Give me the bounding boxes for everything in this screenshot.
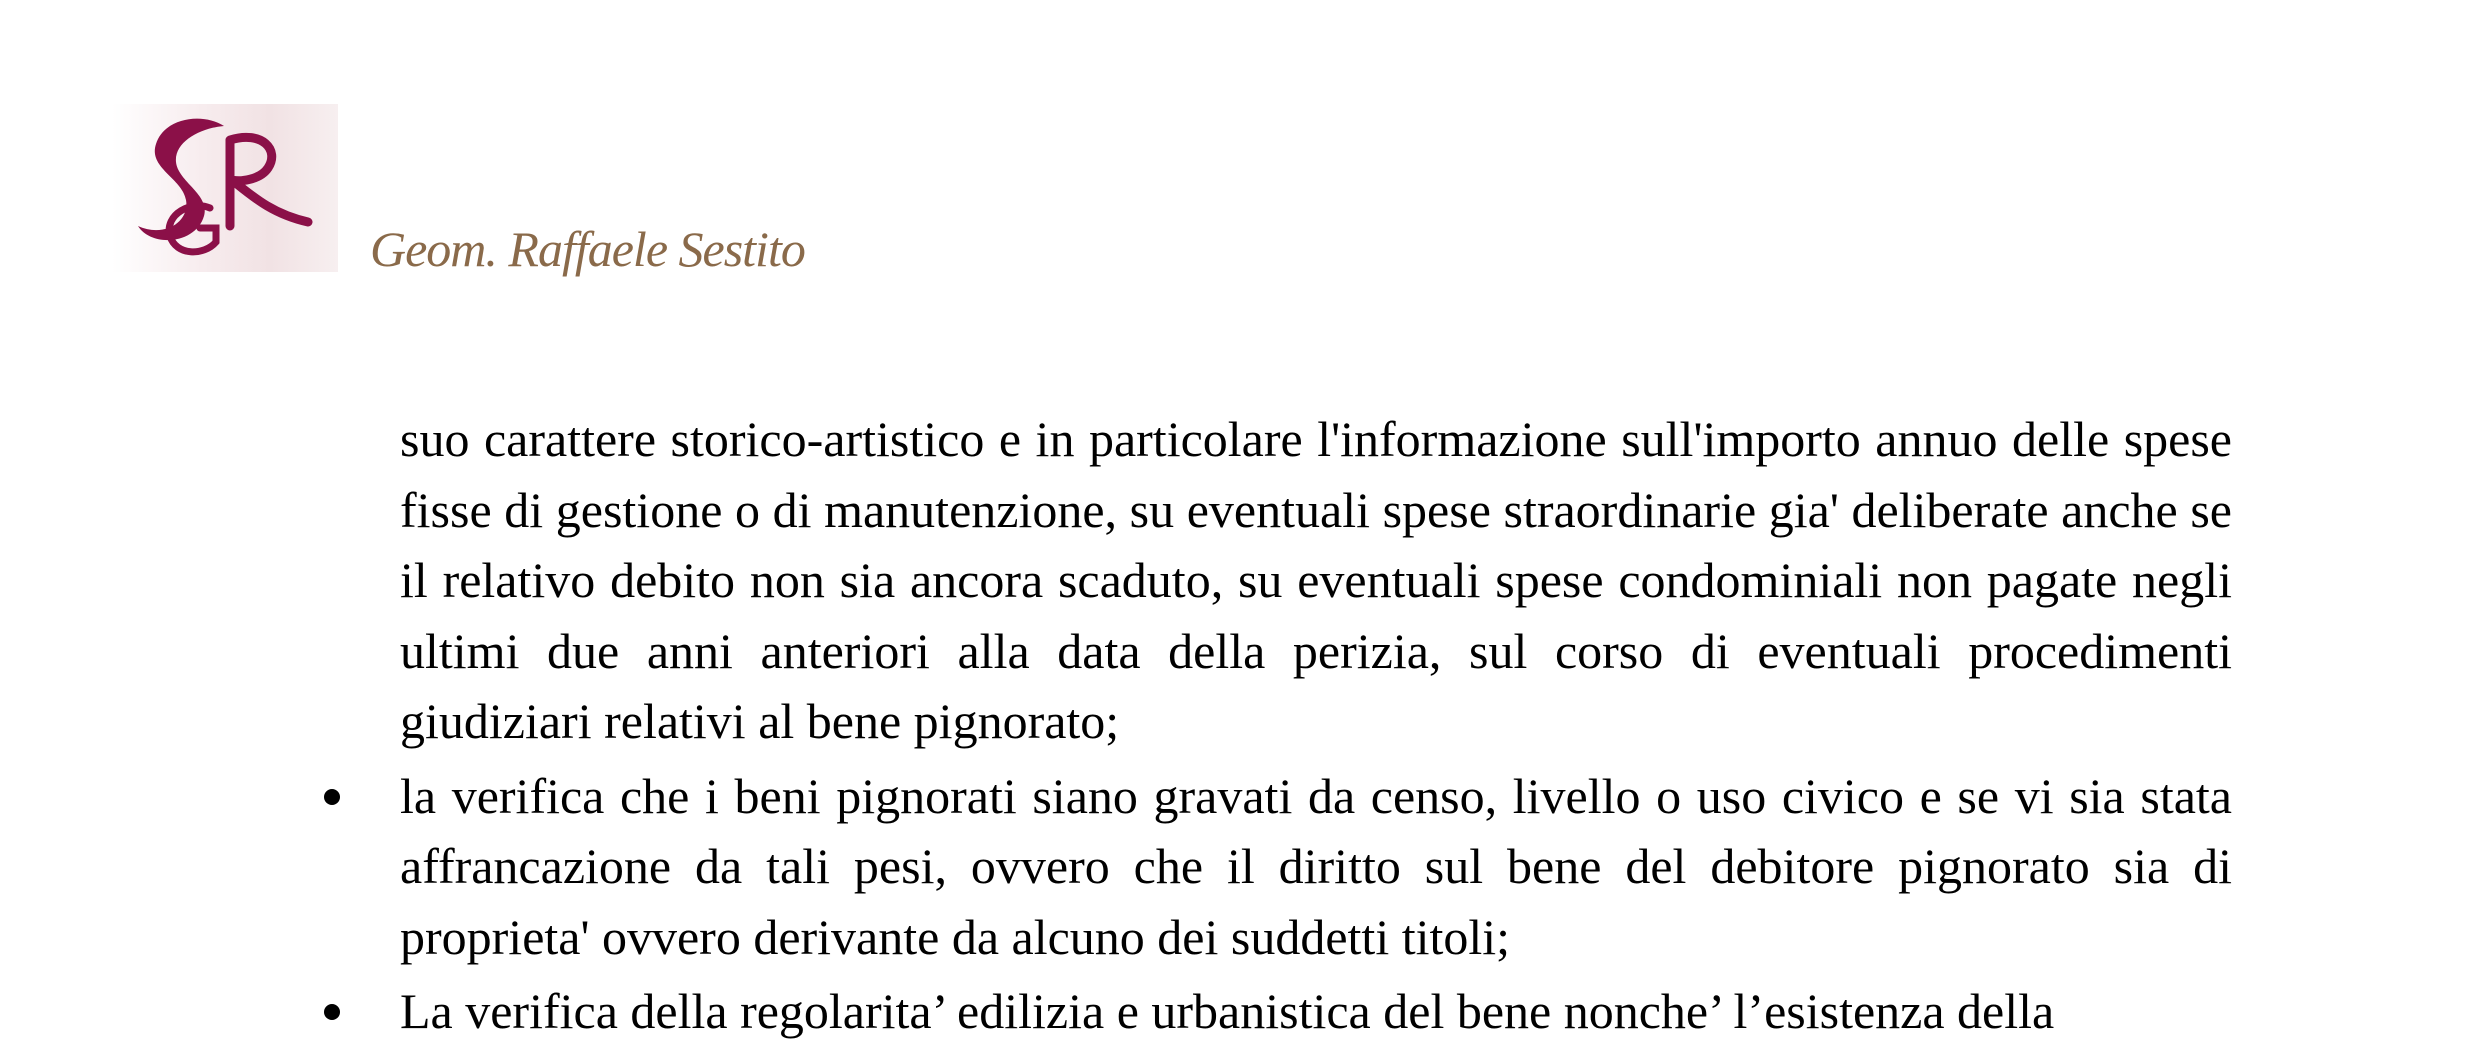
bullet-icon bbox=[324, 1004, 340, 1020]
bullet-list bbox=[400, 761, 2232, 1047]
list-item bbox=[400, 976, 2232, 1047]
list-item-text: La verifica della regolarita’ edilizia e urbanistica del bene nonche’ l’esistenza della bbox=[400, 983, 2055, 1039]
author-name: Geom. Raffaele Sestito bbox=[370, 221, 805, 277]
list-item bbox=[400, 761, 2232, 973]
list-item-text: la verifica che i beni pignorati siano gravati da censo, livello o uso civico e se vi sia stata affrancazione da tali pesi, ovvero che il diritto sul bene del debitore pignorato sia di proprieta' ovvero derivante da alcuno dei suddetti titoli; bbox=[400, 767, 2232, 965]
sgr-monogram-icon bbox=[112, 104, 338, 272]
company-logo bbox=[112, 104, 338, 272]
document-body bbox=[400, 404, 2232, 1047]
continuation-paragraph: suo carattere storico-artistico e in particolare l'informazione sull'importo annuo delle spese fisse di gestione o di manutenzione, su eventuali spese straordinarie gia' deliberate anche se il relativo debito non sia ancora scaduto, su eventuali spese condominiali non pagate negli ultimi due anni anteriori alla data della perizia, sul corso di eventuali procedimenti giudiziari relativi al bene pignorato; bbox=[400, 411, 2232, 749]
bullet-icon bbox=[324, 789, 340, 805]
